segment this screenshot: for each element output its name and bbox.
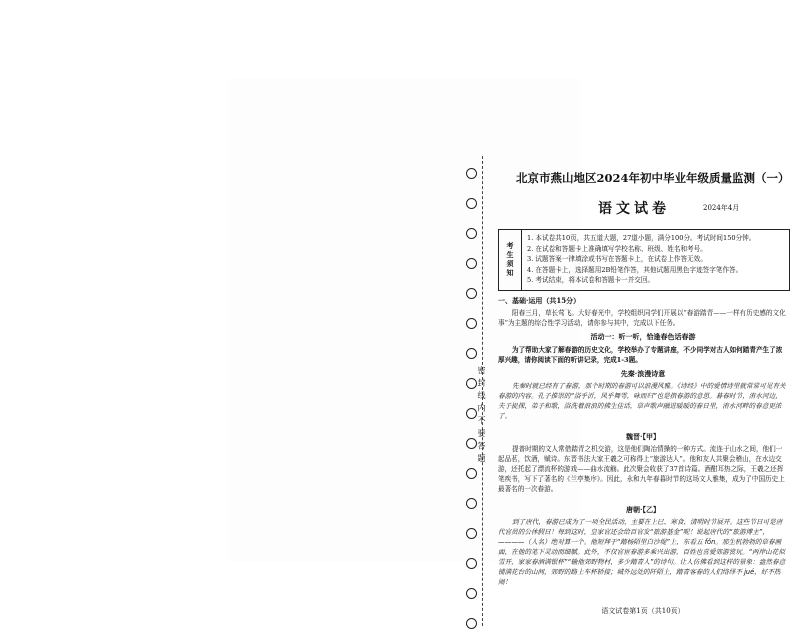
- binding-hole: [466, 348, 477, 359]
- binding-hole: [466, 558, 477, 569]
- notice-list: [527, 233, 755, 286]
- binding-hole: [466, 468, 477, 479]
- intro-paragraph: 阳春三月，草长莺飞。大好春光中，学校组织同学们开展以“春游踏青——一样有历史感的文化事”为主题的综合性学习活动，请你参与其中，完成以下任务。: [498, 309, 786, 327]
- notice-item: 3. 试题答案一律填涂或书写在答题卡上，在试卷上作答无效。: [527, 255, 707, 263]
- binding-hole: [466, 198, 477, 209]
- notice-item: 5. 考试结束，将本试卷和答题卡一并交回。: [527, 276, 655, 284]
- binding-hole: [466, 588, 477, 599]
- binding-margin: [456, 156, 496, 626]
- pre-qin-paragraph: 先秦时就已经有了春游，那个时期的春游可以浪漫风雅。《诗经》中的爱情诗里就常常可见有关春游的内容。孔子推崇的“浴乎沂，风乎舞雩，咏而归”也是指春游的意思。暮春时节，洧水河边，夫子捉探，弟子和歌，浴洗着浪浪的拂生佳话，草声歌声融进暖暖的春日里，洧水河畔的春意更浓了。: [498, 382, 786, 420]
- tang-paragraph: 到了唐代，春游已成为了一项全民活动，主要在上巳、寒食、清明时节展开。这些节日可是唐代官员的公休假日！每到这时，皇家官还会给百官发“旅游基金”呢！说起唐代的“旅游博主”，————（人名）绝对算一个。他短拜于“踏杨陌里白沙堤”上，东看五 fǒn。那生机勃勃的草春画面，在他的笔下灵动而细腻。此外，不仅官宦春游多乘兴出游，百姓也喜爱郊游赏玩。“两岸山花似雪开，家家春酒满银杯”“输他郊野物村，多少踏青人”的诗句。让人仿佛看到这样的景象：盎然春意铺满花台的山间，郊野的路上车杯轿接；城外远处的阡陌上，踏青客春的人们络绎不 jué，好不热闹！: [498, 518, 786, 586]
- exam-subject: 语文试卷: [598, 201, 670, 217]
- seal-warning: 密 封 线 内 不 要 答 题: [477, 366, 486, 463]
- notice-item: 4. 在答题卡上，选择题用2B铅笔作答，其他试题用黑色字迹签字笔作答。: [527, 265, 743, 274]
- exam-page: [498, 162, 788, 622]
- binding-hole: [466, 528, 477, 539]
- exam-date: 2024年4月: [703, 204, 740, 212]
- notice-item: 2. 在试卷和答题卡上准确填写学校名称、班级、姓名和考号。: [527, 244, 707, 253]
- binding-hole: [466, 498, 477, 509]
- notice-label: 考生须知: [499, 230, 522, 290]
- subhead-tang: 唐朝·【乙】: [626, 505, 660, 514]
- subhead-wei-jin: 魏晋·【甲】: [626, 432, 660, 441]
- page-footer: 语文试卷第1页（共10页）: [601, 607, 685, 615]
- activity-paragraph: 为了帮助大家了解春游的历史文化，学校举办了专题讲座，不少同学对古人如何踏青产生了浓厚兴趣，请你阅读下面的听讲记录，完成1-3题。: [498, 346, 783, 364]
- activity-heading: 活动一：听一听，恰逢春色话春游: [590, 332, 696, 341]
- section-heading: 一、基础·运用（共15分）: [498, 296, 581, 305]
- scanned-page: [228, 78, 790, 615]
- binding-hole: [466, 168, 477, 179]
- notice-box: [498, 229, 790, 291]
- notice-item: 1. 本试卷共10页，共五道大题，27道小题，满分100分。考试时间150分钟。: [527, 234, 756, 242]
- binding-hole: [466, 258, 477, 269]
- wei-jin-paragraph: 提普时期的文人常借踏青之机交游，这是他们陶冶情操的一种方式。流连于山水之间，他们一起品茗，饮酒，赋诗。东晋书法大家王羲之可称得上“旅游达人”。他和友人共聚会稽山，在水边交游，还托起了漂流杯的游戏——曲水流觞。此次聚会收获了37首诗篇。酒酣耳热之际，王羲之还挥笔疾书，写下了著名的《兰亭集序》。因此，永和九年春暮时节的这场文人雅集，成为了中国历史上最著名的一次春游。: [498, 445, 785, 493]
- binding-hole: [466, 318, 477, 329]
- binding-hole: [466, 288, 477, 299]
- binding-hole: [466, 228, 477, 239]
- binding-hole: [466, 618, 477, 629]
- subhead-pre-qin: 先秦·浪漫诗意: [620, 369, 666, 378]
- exam-title: 北京市燕山地区2024年初中毕业年级质量监测（一）: [516, 171, 790, 185]
